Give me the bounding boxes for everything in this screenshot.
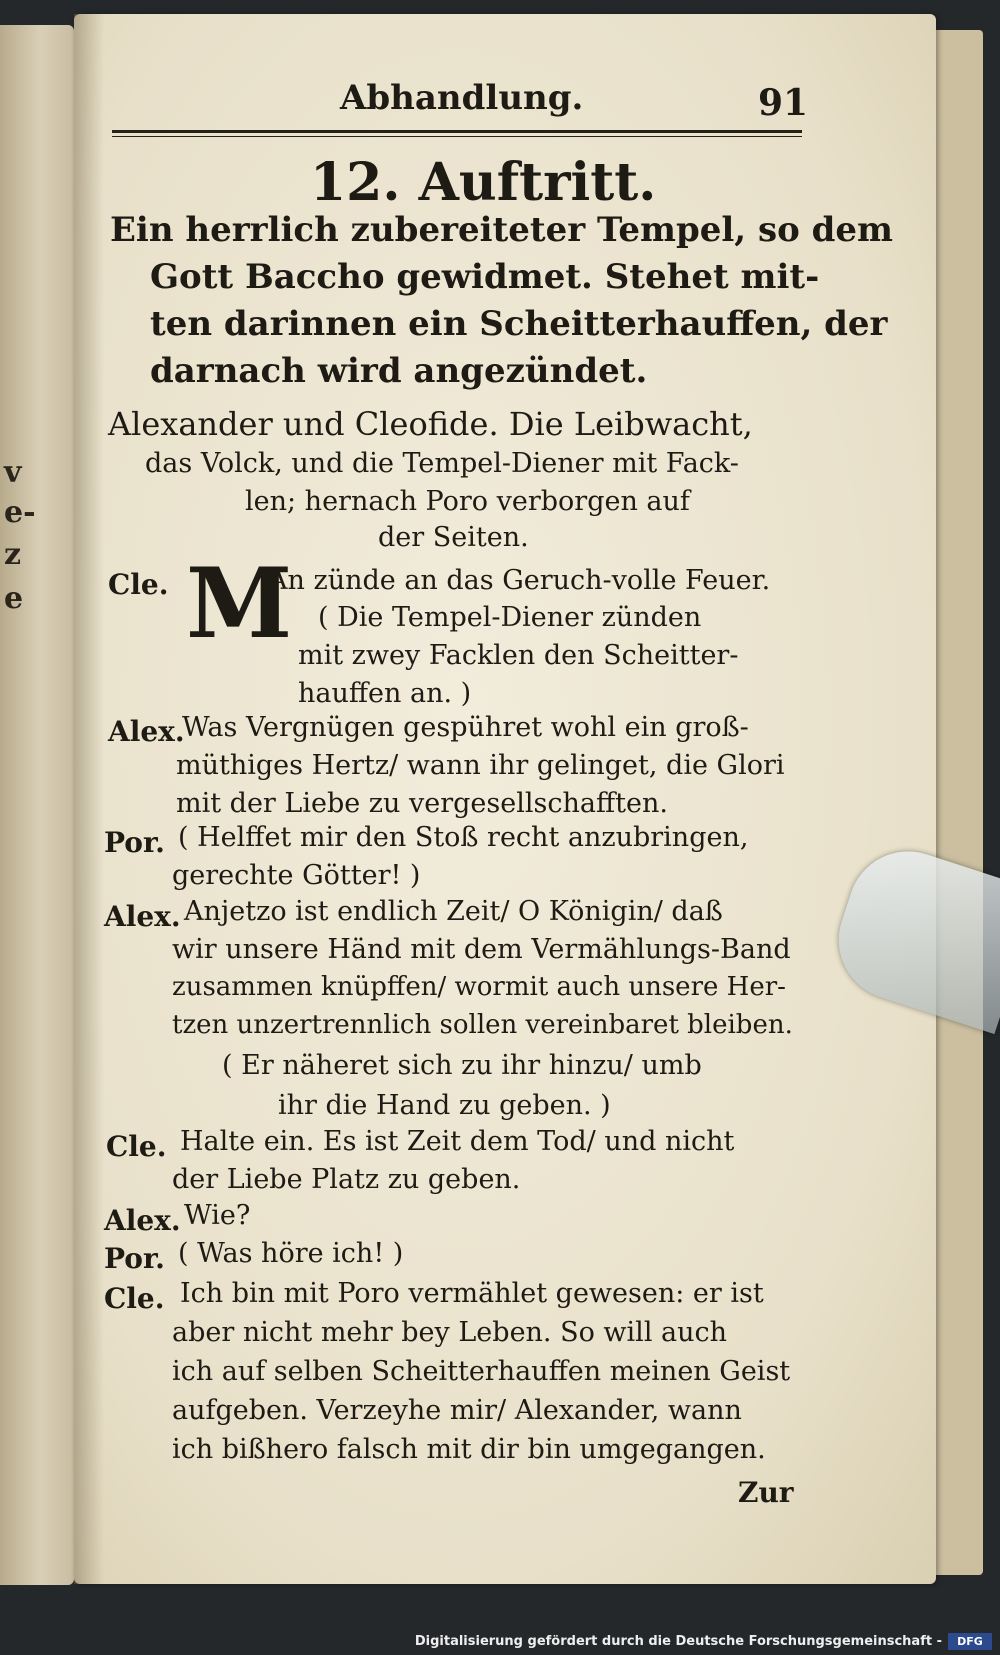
stage-direction-line: ten darinnen ein Scheitterhauffen, der [150,304,888,344]
dialogue-line: tzen unzertrennlich sollen vereinbaret bleiben. [172,1010,793,1040]
dialogue-line: gerechte Götter! ) [172,860,421,891]
dialogue-line: ( Was höre ich! ) [178,1238,404,1269]
dialogue-line: An zünde an das Geruch-volle Feuer. [268,565,771,596]
dfg-logo: DFG [948,1633,992,1650]
stage-direction-line: Ein herrlich zubereiteter Tempel, so dem [110,210,894,250]
dialogue-line: zusammen knüpffen/ wormit auch unsere Her- [172,972,786,1002]
header-rule [112,130,802,133]
speaker-label: Cle. [104,1282,165,1315]
facing-page-edge [0,25,74,1585]
speaker-label: Por. [104,1242,165,1275]
dialogue-line: mit zwey Facklen den Scheitter- [298,640,739,671]
speaker-label: Por. [104,826,165,859]
cast-line: das Volck, und die Tempel-Diener mit Fack- [145,448,739,479]
page-number: 91 [758,82,809,124]
dialogue-line: ( Helffet mir den Stoß recht anzubringen, [178,822,749,853]
speaker-label: Alex. [104,1204,181,1237]
dialogue-line: hauffen an. ) [298,678,472,709]
dialogue-line: ( Er näheret sich zu ihr hinzu/ umb [222,1050,702,1081]
drop-cap: M [186,547,293,660]
dialogue-line: Was Vergnügen gespühret wohl ein groß- [182,712,749,743]
facing-page-fragment: e [4,581,24,616]
cast-line: Alexander und Cleofide. Die Leibwacht, [108,405,753,443]
dialogue-line: mit der Liebe zu vergesellschafften. [176,788,668,819]
stage-direction-line: Gott Baccho gewidmet. Stehet mit- [150,257,820,297]
stage-direction-line: darnach wird angezündet. [150,351,648,391]
cast-line: len; hernach Poro verborgen auf [245,486,690,517]
dialogue-line: Ich bin mit Poro vermählet gewesen: er ist [180,1278,764,1309]
catchword: Zur [738,1476,794,1509]
dialogue-line: der Liebe Platz zu geben. [172,1164,521,1195]
speaker-label: Alex. [108,715,185,748]
digitization-credit: Digitalisierung gefördert durch die Deutsche Forschungsgemeinschaft - [414,1634,942,1649]
facing-page-fragment: e- [4,495,36,530]
facing-page-fragment: v [4,455,22,490]
scene-title: 12. Auftritt. [310,152,657,213]
dialogue-line: ( Die Tempel-Diener zünden [318,602,702,633]
running-title: Abhandlung. [340,78,584,118]
dialogue-line: Anjetzo ist endlich Zeit/ O Königin/ daß [184,896,723,927]
facing-page-fragment: z [4,537,22,572]
dialogue-line: Halte ein. Es ist Zeit dem Tod/ und nicht [180,1126,735,1157]
page-gutter-shadow [74,14,104,1584]
dialogue-line: aber nicht mehr bey Leben. So will auch [172,1317,728,1348]
speaker-label: Cle. [106,1130,167,1163]
dialogue-line: müthiges Hertz/ wann ihr gelinget, die Glori [176,750,785,781]
cast-line: der Seiten. [378,522,529,553]
header-rule-thin [112,136,802,137]
dialogue-line: ich auf selben Scheitterhauffen meinen Geist [172,1356,791,1387]
dialogue-line: aufgeben. Verzeyhe mir/ Alexander, wann [172,1395,742,1426]
dialogue-line: ich bißhero falsch mit dir bin umgegangen. [172,1434,766,1465]
dialogue-line: Wie? [184,1200,251,1231]
dialogue-line: wir unsere Händ mit dem Vermählungs-Band [172,934,791,965]
speaker-label: Cle. [108,568,169,601]
dialogue-line: ihr die Hand zu geben. ) [278,1090,611,1121]
speaker-label: Alex. [104,900,181,933]
